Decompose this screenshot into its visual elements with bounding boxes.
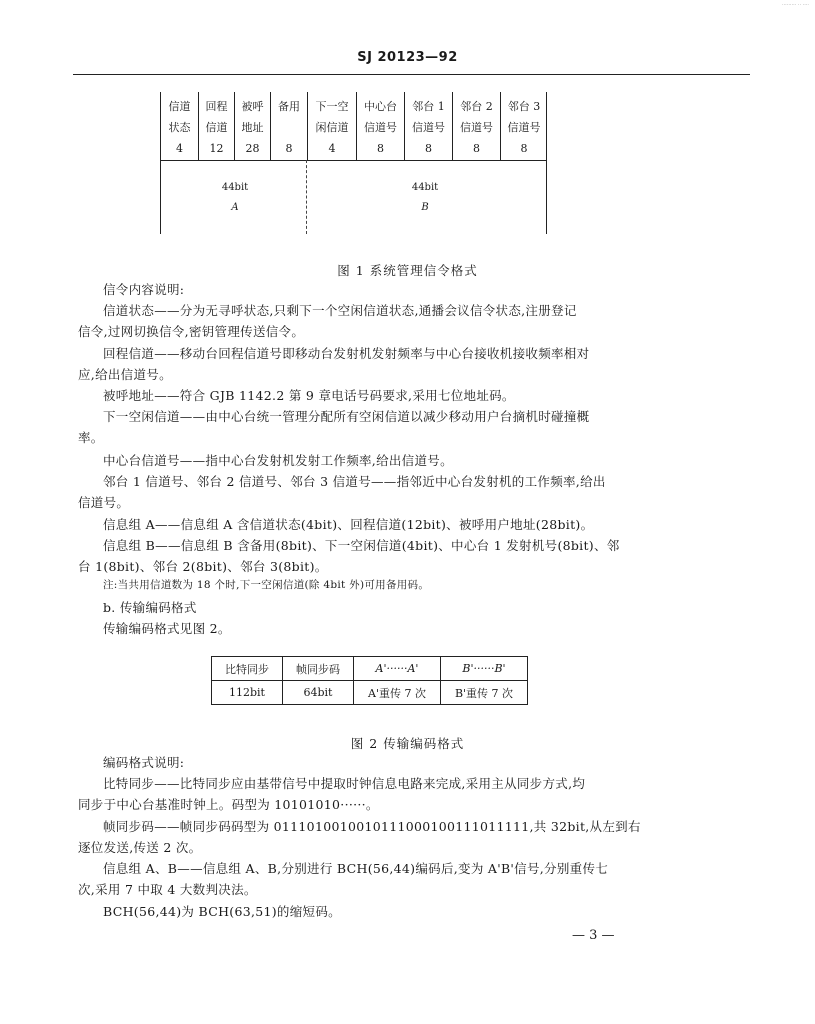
group-b-bits: 44bit — [411, 182, 439, 193]
header-bit-sync: 比特同步 — [212, 657, 283, 681]
paragraph-next-idle-line1: 下一空闲信道——由中心台统一管理分配所有空闲信道以减少移动用户台摘机时碰撞概 — [103, 409, 590, 424]
figure1-signal-format-table — [160, 92, 547, 234]
table-divider — [160, 160, 547, 161]
paragraph-intro: 信令内容说明: — [103, 282, 185, 297]
paragraph-frame-sync-line1: 帧同步码——帧同步码码型为 0111010010010111000100111011111,共 32bit,从左到右 — [103, 819, 641, 834]
field-neighbor2-channel: 邻台 2 信道号 8 — [452, 92, 500, 160]
group-b — [390, 178, 460, 218]
paragraph-neighbor-line1: 邻台 1 信道号、邻台 2 信道号、邻台 3 信道号——指邻近中心台发射机的工作频率,给出 — [103, 474, 606, 489]
value-b-prime: B'重传 7 次 — [441, 681, 528, 705]
paragraph-coding-intro: 编码格式说明: — [103, 755, 185, 770]
paragraph-return-channel-line1: 回程信道——移动台回程信道号即移动台发射机发射频率与中心台接收机接收频率相对 — [103, 346, 590, 361]
figure2-transmission-table — [211, 656, 528, 705]
value-a-prime: A'重传 7 次 — [354, 681, 441, 705]
field-next-idle-channel: 下一空 闲信道 4 — [307, 92, 356, 160]
paragraph-bch: BCH(56,44)为 BCH(63,51)的缩短码。 — [103, 904, 341, 919]
header-a-prime: A'······A' — [354, 657, 441, 681]
paragraph-channel-status-line2: 信令,过网切换信令,密钥管理传送信令。 — [78, 324, 305, 339]
note: 注:当共用信道数为 18 个时,下一空闲信道(除 4bit 外)可用备用码。 — [103, 579, 430, 591]
figure1-caption: 图 1 系统管理信令格式 — [337, 263, 478, 278]
paragraph-bit-sync-line2: 同步于中心台基准时钟上。码型为 10101010······。 — [78, 797, 379, 812]
paragraph-next-idle-line2: 率。 — [78, 430, 104, 445]
field-called-address: 被呼 地址 28 — [234, 92, 270, 160]
header-b-prime: B'······B' — [441, 657, 528, 681]
paragraph-group-a: 信息组 A——信息组 A 含信道状态(4bit)、回程信道(12bit)、被呼用户地址(28bit)。 — [103, 517, 594, 532]
value-frame-sync: 64bit — [283, 681, 354, 705]
table-right-border — [546, 92, 547, 234]
scan-corner-mark: ········· ·· ···· — [781, 2, 809, 8]
field-channel-status: 信道 状态 4 — [160, 92, 198, 160]
paragraph-info-group-line1: 信息组 A、B——信息组 A、B,分别进行 BCH(56,44)编码后,变为 A'B'信号,分别重传七 — [103, 861, 609, 876]
paragraph-figure2-ref: 传输编码格式见图 2。 — [103, 621, 231, 636]
field-center-channel: 中心台 信道号 8 — [356, 92, 404, 160]
group-b-label: B — [421, 202, 429, 213]
table-row — [212, 681, 528, 705]
field-neighbor1-channel: 邻台 1 信道号 8 — [404, 92, 452, 160]
paragraph-channel-status-line1: 信道状态——分为无寻呼状态,只剩下一个空闲信道状态,通播会议信令状态,注册登记 — [103, 303, 577, 318]
group-a-label: A — [231, 202, 239, 213]
paragraph-called-address: 被呼地址——符合 GJB 1142.2 第 9 章电话号码要求,采用七位地址码。 — [103, 388, 515, 403]
document-code-header: SJ 20123—92 — [357, 50, 458, 65]
page-number: — 3 — — [572, 928, 615, 943]
field-neighbor3-channel: 邻台 3 信道号 8 — [500, 92, 547, 160]
paragraph-return-channel-line2: 应,给出信道号。 — [78, 367, 172, 382]
figure2-caption: 图 2 传输编码格式 — [350, 736, 465, 751]
group-dashed-divider — [306, 160, 307, 234]
section-b-heading: b. 传输编码格式 — [103, 600, 197, 615]
header-rule — [73, 74, 750, 75]
paragraph-group-b-line1: 信息组 B——信息组 B 含备用(8bit)、下一空闲信道(4bit)、中心台 1 发射机号(8bit)、邻 — [103, 538, 620, 553]
table-left-border — [160, 160, 161, 234]
group-a-bits: 44bit — [221, 182, 249, 193]
paragraph-neighbor-line2: 信道号。 — [78, 495, 130, 510]
value-bit-sync: 112bit — [212, 681, 283, 705]
paragraph-bit-sync-line1: 比特同步——比特同步应由基带信号中提取时钟信息电路来完成,采用主从同步方式,均 — [103, 776, 586, 791]
paragraph-info-group-line2: 次,采用 7 中取 4 大数判决法。 — [78, 882, 257, 897]
paragraph-group-b-line2: 台 1(8bit)、邻台 2(8bit)、邻台 3(8bit)。 — [78, 559, 328, 574]
paragraph-frame-sync-line2: 逐位发送,传送 2 次。 — [78, 840, 202, 855]
header-frame-sync: 帧同步码 — [283, 657, 354, 681]
paragraph-center-channel: 中心台信道号——指中心台发射机发射工作频率,给出信道号。 — [103, 453, 453, 468]
group-a — [200, 178, 270, 218]
field-return-channel: 回程 信道 12 — [198, 92, 234, 160]
table-row — [212, 657, 528, 681]
field-spare: 备用 8 — [270, 92, 307, 160]
